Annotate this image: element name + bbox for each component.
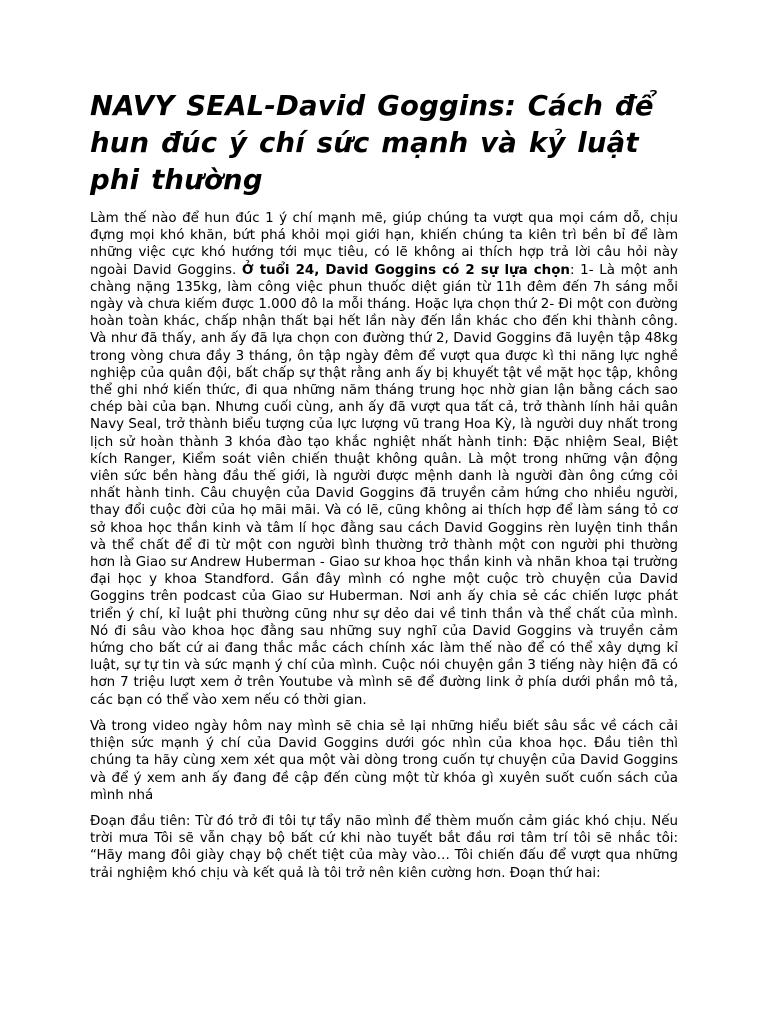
paragraph-intro-bold-phrase: Ở tuổi 24, David Goggins có 2 sự lựa chọn [241,262,570,278]
document-title: NAVY SEAL-David Goggins: Cách để hun đúc ý chí sức mạnh và kỷ luật phi thường [90,90,654,196]
paragraph-video-intro: Và trong video ngày hôm nay mình sẽ chia sẻ lại những hiểu biết sâu sắc về cách cải thiện sức mạnh ý chí của David Goggins dưới góc nhìn của khoa học. Đầu tiên thì chúng ta hãy cùng xem xét qua một vài dòng trong cuốn tự chuyện của David Goggins và để ý xem anh ấy đang đề cập đến cùng một từ khóa gì xuyên suốt cuốn sách của mình nhá [90,718,678,803]
document-page [90,88,678,891]
paragraph-intro [90,210,678,709]
paragraph-intro-text-start: Làm thế nào để hun đúc 1 ý chí mạnh mẽ, giúp chúng ta vượt qua mọi cám dỗ, chịu đựng mọi khó khăn, bứt phá khỏi mọi giới hạn, khiến chúng ta kiên trì bền bỉ để làm những việc cực khó hướng tới mục tiêu, có lẽ không ai thích hợp trả lời câu hỏi này ngoài David Goggins. [90,211,678,278]
paragraph-first-excerpt: Đoạn đầu tiên: Từ đó trở đi tôi tự tẩy não mình để thèm muốn cảm giác khó chịu. Nếu trời mưa Tôi sẽ vẫn chạy bộ bất cứ khi nào tuyết bắt đầu rơi tâm trí tôi sẽ nhắc tôi: “Hãy mang đôi giày chạy bộ chết tiệt của mày vào… Tôi chiến đấu để vượt qua những trải nghiệm khó chịu và kết quả là tôi trở nên kiên cường hơn. Đoạn thứ hai: [90,813,678,881]
paragraph-intro-text-end: : 1- Là một anh chàng nặng 135kg, làm công việc phun thuốc diệt gián từ 11h đêm đến 7h sáng mỗi ngày và chưa kiếm được 1.000 đô la mỗi tháng. Hoặc lựa chọn thứ 2- Đi một con đường hoàn toàn khác, chấp nhận thất bại hết lần này đến lần khác cho đến khi thành công. Và như đã thấy, anh ấy đã lựa chọn con đường thứ 2, David Goggins đã luyện tập 48kg trong vòng chưa đầy 3 tháng, ôn tập ngày đêm để vượt qua được kì thi năng lực nghề nghiệp của quân đội, bất chấp sự thật rằng anh ấy bị khuyết tật về mặt học tập, không thể ghi nhớ kiến thức, đi qua những năm tháng trung học nhờ gian lận bằng cách sao chép bài của bạn. Nhưng cuối cùng, anh ấy đã vượt qua tất cả, trở thành lính hải quân Navy Seal, trở thành biểu tượng của lực lượng vũ trang Hoa Kỳ, là người duy nhất trong lịch sử hoàn thành 3 khóa đào tạo khắc nghiệt nhất hành tinh: Đặc nhiệm Seal, Biệt kích Ranger, Kiểm soát viên chiến thuật không quân. Là một trong những vận động viên sức bền hàng đầu thế giới, là người được mệnh danh là người đàn ông cứng cỏi nhất hành tinh. Câu chuyện của David Goggins đã truyền cảm hứng cho nhiều người, thay đổi cuộc đời của họ mãi mãi. Và có lẽ, cũng không ai thích hợp để làm sáng tỏ cơ sở khoa học thần kinh và tâm lí học đằng sau cách David Goggins rèn luyện tinh thần và thể chất để đi từ một con người bình thường trở thành một con người phi thường hơn là Giao sư Andrew Huberman - Giao sư khoa học thần kinh và nhãn khoa tại trường đại học y khoa Standford. Gần đây mình có nghe một cuộc trò chuyện của David Goggins trên podcast của Giao sư Huberman. Nơi anh ấy chia sẻ các chiến lược phát triển ý chí, kỉ luật phi thường cũng như sự dẻo dai về tinh thần và thể chất của mình. Nó đi sâu vào khoa học đằng sau những suy nghĩ của David Goggins và truyền cảm hứng cho bất cứ ai đang thắc mắc cách chính xác làm thế nào để có thể xây dựng kỉ luật, sự tự tin và sức mạnh ý chí của mình. Cuộc nói chuyện gần 3 tiếng này hiện đã có hơn 7 triệu lượt xem ở trên Youtube và mình sẽ để đường link ở phía dưới phần mô tả, các bạn có thể vào xem nếu có thời gian. [90,262,678,708]
